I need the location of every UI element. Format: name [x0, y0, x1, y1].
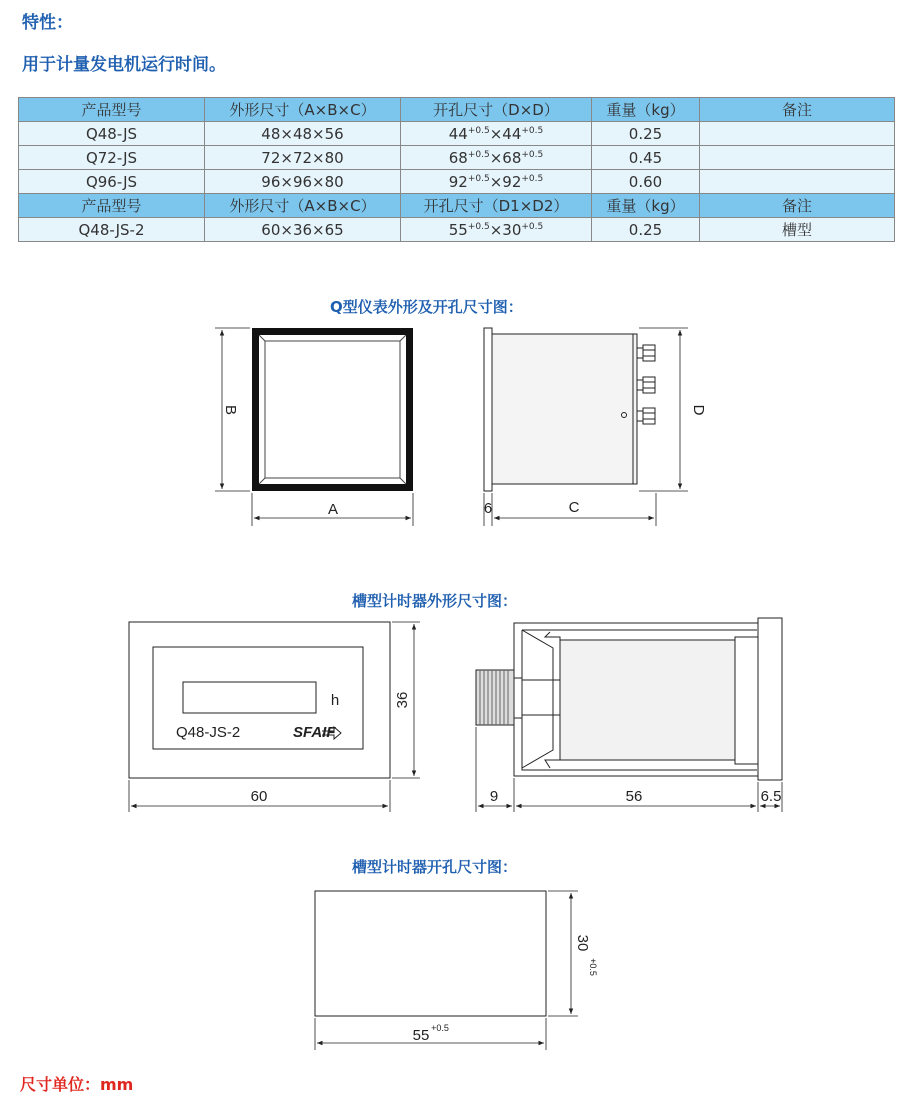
cutout-tol-b: +0.5 [521, 125, 544, 136]
slot-diagram-title: 槽型计时器外形尺寸图： [352, 592, 518, 610]
table-cell: 72×72×80 [205, 146, 401, 170]
table-header-cell: 备注 [700, 194, 895, 218]
cutout-a: 44 [448, 124, 468, 143]
q-label-a: A [327, 501, 339, 518]
table-cell: Q48-JS-2 [19, 218, 205, 242]
times-sign: × [489, 220, 503, 239]
features-text: 用于计量发电机运行时间。 [22, 55, 226, 75]
times-sign: × [489, 124, 503, 143]
table-header-cell: 备注 [700, 98, 895, 122]
table-cell: Q48-JS [19, 122, 205, 146]
table-cell: 槽型 [700, 218, 895, 242]
cut-dim-30: 30 [574, 934, 591, 952]
table-header-cell: 产品型号 [19, 194, 205, 218]
q-front-view [215, 328, 413, 526]
slot-front-view [129, 622, 420, 812]
times-sign: × [489, 172, 503, 191]
cutout-a: 55 [448, 220, 468, 239]
table-header-cell: 重量（kg） [592, 98, 700, 122]
cut-dim-55: 55 [412, 1027, 430, 1044]
cutout-diagram-title: 槽型计时器开孔尺寸图： [352, 858, 518, 876]
cutout-b: 68 [502, 148, 522, 167]
slot-dim-36: 36 [394, 691, 411, 709]
cutout-tol-b: +0.5 [521, 173, 544, 184]
table-header-cell: 开孔尺寸（D1×D2） [401, 194, 592, 218]
terminal [637, 377, 655, 393]
slot-dim-56: 56 [625, 788, 643, 805]
slot-side-view [476, 618, 782, 812]
table-cell: 0.45 [592, 146, 700, 170]
table-header-cell: 开孔尺寸（D×D） [401, 98, 592, 122]
cutout-tol-b: +0.5 [521, 221, 544, 232]
cutout-tol-a: +0.5 [467, 221, 490, 232]
table-header-cell: 重量（kg） [592, 194, 700, 218]
table-cell: 0.60 [592, 170, 700, 194]
times-sign: × [489, 148, 503, 167]
slot-brand-logo: SFAIF [293, 724, 336, 741]
cutout-b: 30 [502, 220, 522, 239]
cutout-tol-a: +0.5 [467, 173, 490, 184]
table-header-cell: 产品型号 [19, 98, 205, 122]
table-cell: 0.25 [592, 218, 700, 242]
table-cell: 60×36×65 [205, 218, 401, 242]
slot-dim-9: 9 [489, 788, 499, 805]
cut-tol-30: +0.5 [588, 958, 598, 976]
terminal [637, 345, 655, 361]
cutout-tol-a: +0.5 [467, 149, 490, 160]
table-cell: 0.25 [592, 122, 700, 146]
unit-note: 尺寸单位：mm [20, 1075, 134, 1094]
terminal [637, 408, 655, 424]
cutout-tol-b: +0.5 [521, 149, 544, 160]
cutout-a: 92 [448, 172, 468, 191]
slot-model-label: Q48-JS-2 [176, 724, 241, 741]
slot-dim-60: 60 [250, 788, 268, 805]
table-cell: 96×96×80 [205, 170, 401, 194]
q-label-c: C [568, 499, 580, 516]
q-label-6: 6 [483, 500, 493, 517]
table-header-cell: 外形尺寸（A×B×C） [205, 98, 401, 122]
cutout-a: 68 [448, 148, 468, 167]
q-diagram-title: Q型仪表外形及开孔尺寸图： [330, 298, 523, 316]
slot-dim-6-5: 6.5 [760, 788, 782, 805]
table-header-cell: 外形尺寸（A×B×C） [205, 194, 401, 218]
table-cell: 48×48×56 [205, 122, 401, 146]
features-heading: 特性： [22, 13, 73, 33]
q-label-b: B [222, 404, 239, 416]
q-label-d: D [690, 404, 707, 416]
cutout-tol-a: +0.5 [467, 125, 490, 136]
table-cell: Q96-JS [19, 170, 205, 194]
table-cell: Q72-JS [19, 146, 205, 170]
cutout-b: 92 [502, 172, 522, 191]
cutout-b: 44 [502, 124, 522, 143]
cut-tol-55: +0.5 [431, 1023, 449, 1033]
slot-unit-h: h [330, 692, 340, 709]
q-side-view [484, 328, 688, 526]
